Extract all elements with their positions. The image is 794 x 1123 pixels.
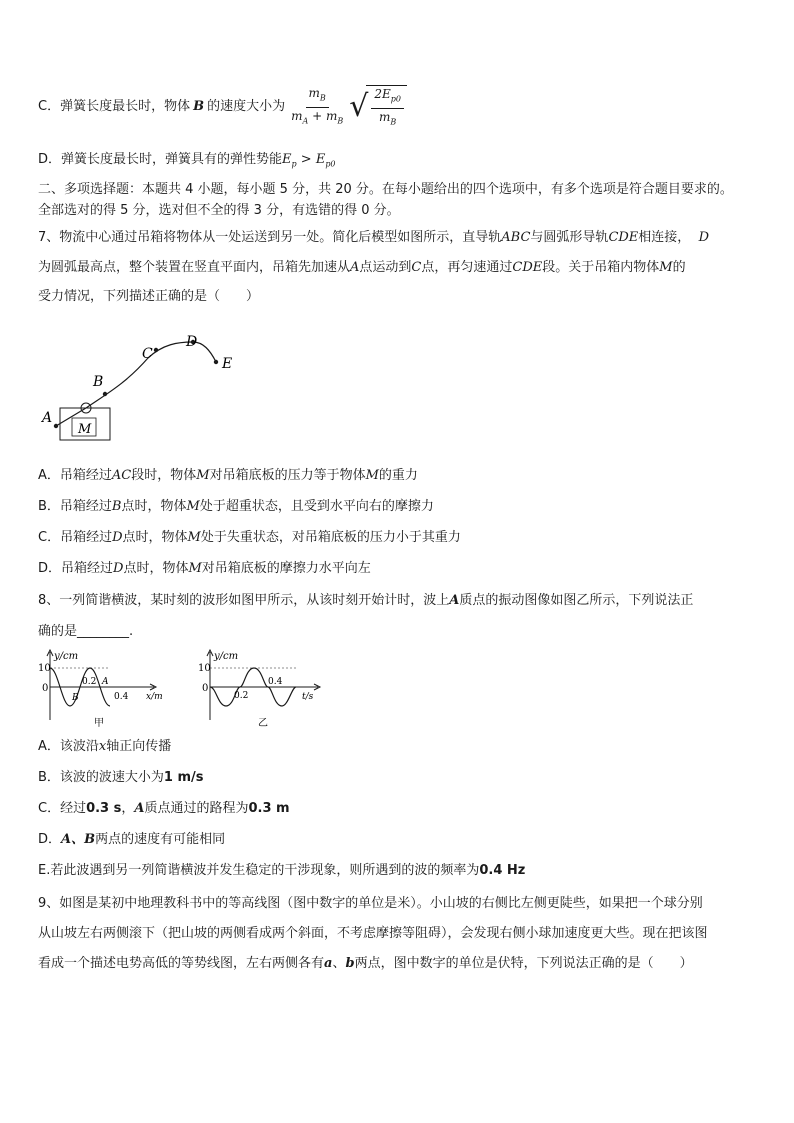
wave-figure-jia: [36, 648, 176, 730]
q6-option-c-mid: 的速度大小为: [207, 99, 286, 114]
track-curve: [56, 342, 216, 426]
q8-line-2: 确的是________.: [38, 624, 134, 639]
q8-option-a: A．该波沿x轴正向传播: [38, 739, 172, 754]
svg-text:甲: 甲: [94, 718, 104, 729]
sqrt-icon: √: [349, 89, 369, 124]
q9-line-1: 9、如图是某初中地理教科书中的等高线图（图中数字的单位是米）。小山坡的右侧比左侧更陡些，如果把一个球分别: [38, 896, 703, 911]
q8-line-1: 8、一列简谐横波，某时刻的波形如图甲所示，从该时刻开始计时，波上A质点的振动图像如图乙所示，下列说法正: [38, 593, 694, 608]
label-b: B: [93, 374, 104, 390]
velocity-formula: [285, 85, 407, 129]
q8-option-e: E.若此波遇到另一列简谐横波并发生稳定的干涉现象，则所遇到的波的频率为0.4 Hz: [38, 863, 526, 878]
svg-text:y/cm: y/cm: [54, 651, 79, 662]
svg-text:0: 0: [202, 683, 209, 694]
q6-option-d: D．弹簧长度最长时，弹簧具有的弹性势能$E_p > E_{p0}$: [38, 152, 336, 169]
q7-track-figure: [38, 328, 248, 443]
q7-line-3: 受力情况，下列描述正确的是（ ）: [38, 289, 260, 304]
q7-line-2: 为圆弧最高点，整个装置在竖直平面内，吊箱先加速从A点运动到C点，再匀速通过CDE段。关于吊箱内物体M的: [38, 260, 686, 275]
svg-text:0.4: 0.4: [268, 677, 283, 687]
svg-text:t/s: t/s: [302, 692, 314, 702]
point-a-dot: [54, 424, 58, 428]
q6-option-c: [38, 84, 407, 130]
label-m: M: [78, 422, 92, 437]
point-e-dot: [214, 360, 218, 364]
svg-text:0.2: 0.2: [234, 691, 249, 701]
q8-option-c: C．经过0.3 s，A质点通过的路程为0.3 m: [38, 801, 290, 816]
label-e: E: [222, 356, 233, 372]
svg-text:10: 10: [198, 663, 211, 674]
svg-text:0: 0: [42, 683, 49, 694]
svg-text:0.2: 0.2: [82, 677, 97, 687]
svg-text:x/m: x/m: [146, 692, 163, 702]
q9-line-3: 看成一个描述电势高低的等势线图，左右两侧各有a、b两点，图中数字的单位是伏特，下列说法正确的是（ ）: [38, 956, 693, 971]
label-a: A: [42, 410, 53, 426]
q7-option-d: D．吊箱经过D点时，物体M对吊箱底板的摩擦力水平向左: [38, 561, 371, 576]
point-c-dot: [154, 348, 158, 352]
svg-text:y/cm: y/cm: [214, 651, 239, 662]
section-2-line-1: 二、多项选择题：本题共 4 小题，每小题 5 分，共 20 分。在每小题给出的四个选项中，有多个选项是符合题目要求的。: [38, 182, 733, 197]
q9-line-2: 从山坡左右两侧滚下（把山坡的两侧看成两个斜面，不考虑摩擦等阻碍），会发现右侧小球加速度更大些。现在把该图: [38, 926, 708, 941]
svg-text:0.4: 0.4: [114, 692, 129, 702]
q7-line-1: 7、物流中心通过吊箱将物体从一处运送到另一处。简化后模型如图所示，直导轨ABC与圆弧形导轨CDE相连接， D: [38, 230, 710, 245]
q8-option-b: B．该波的波速大小为1 m/s: [38, 770, 204, 785]
q6-option-c-prefix: C．弹簧长度最长时，物体: [38, 99, 191, 114]
label-d: D: [186, 334, 198, 350]
label-c: C: [142, 346, 153, 362]
wave-figure-yi: [196, 648, 336, 730]
q7-option-b: B．吊箱经过B点时，物体M处于超重状态，且受到水平向右的摩擦力: [38, 499, 434, 514]
section-2-line-2: 全部选对的得 5 分，选对但不全的得 3 分，有选错的得 0 分。: [38, 203, 400, 218]
sqrt-body: $\frac{2E_{p0}}{m_B}$: [366, 85, 407, 129]
var-b: B: [193, 99, 205, 114]
svg-text:10: 10: [38, 663, 51, 674]
mass-fraction: $\frac{m_B}{m_A + m_B}$: [291, 86, 344, 125]
q8-option-d: D．A、B两点的速度有可能相同: [38, 832, 226, 847]
q7-option-a: A．吊箱经过AC段时，物体M对吊箱底板的压力等于物体M的重力: [38, 468, 418, 483]
point-b-dot: [103, 392, 107, 396]
q7-option-c: C．吊箱经过D点时，物体M处于失重状态，对吊箱底板的压力小于其重力: [38, 530, 461, 545]
svg-text:B: B: [72, 693, 79, 703]
svg-text:乙: 乙: [258, 718, 268, 729]
svg-text:A: A: [102, 677, 109, 687]
